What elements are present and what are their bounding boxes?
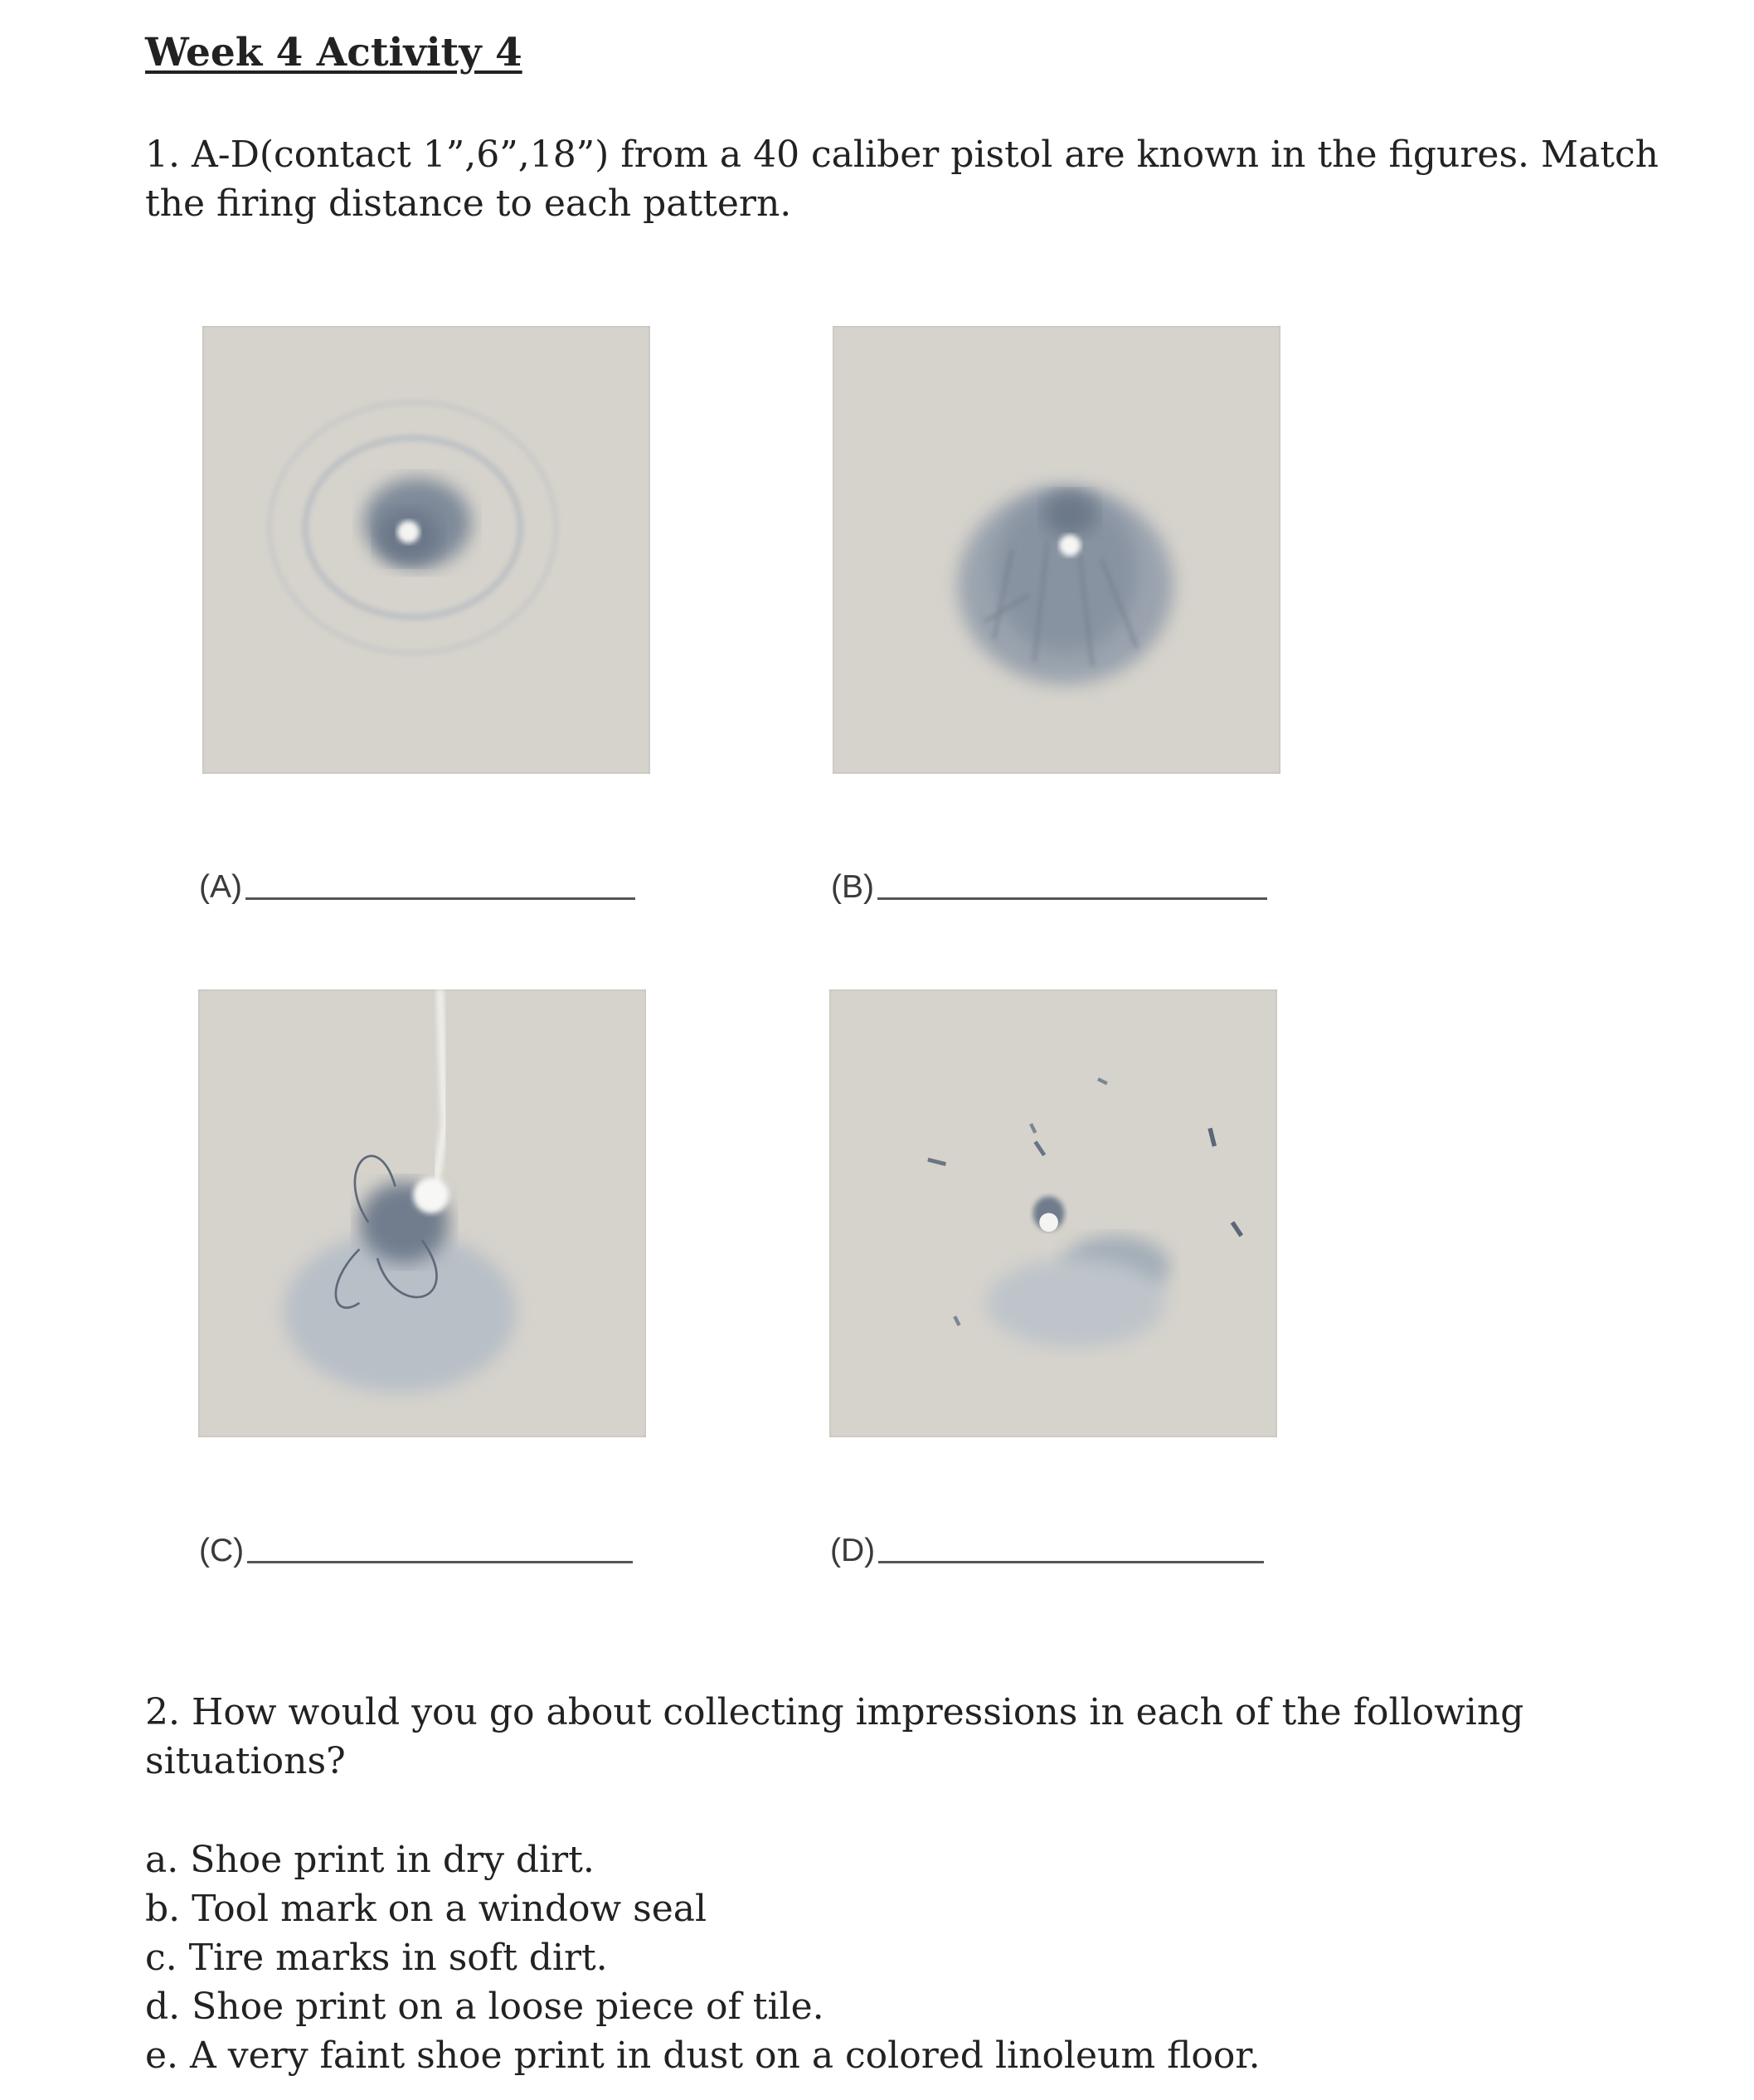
blank-line	[245, 897, 635, 900]
answer-line-d[interactable]	[830, 1533, 1264, 1569]
answer-line-b[interactable]	[831, 869, 1267, 906]
blank-line	[878, 1561, 1264, 1563]
figure-d-label: (D)	[830, 1533, 876, 1568]
list-item: b. Tool mark on a window seal	[145, 1888, 707, 1930]
figure-c-label: (C)	[199, 1533, 245, 1568]
answer-line-c[interactable]	[199, 1533, 633, 1569]
blank-line	[247, 1561, 633, 1563]
gunshot-pattern-b-image	[833, 326, 1280, 774]
situation-list	[145, 1835, 1261, 2080]
gunshot-pattern-a-image	[202, 326, 650, 774]
blank-line	[877, 897, 1267, 900]
figure-a-label: (A)	[199, 869, 242, 905]
figure-b-label: (B)	[831, 869, 874, 905]
gunshot-pattern-d-image	[829, 989, 1277, 1437]
question-1: 1. A-D(contact 1”,6”,18”) from a 40 caliber pistol are known in the figures. Match the firing distance to each pattern.	[145, 134, 1659, 225]
list-item: c. Tire marks in soft dirt.	[145, 1937, 608, 1979]
answer-line-a[interactable]	[199, 869, 635, 906]
list-item: a. Shoe print in dry dirt.	[145, 1839, 595, 1881]
page-title: Week 4 Activity 4	[145, 30, 522, 75]
question-2: 2. How would you go about collecting impressions in each of the following situations?	[145, 1691, 1524, 1782]
gunshot-pattern-c-image	[198, 989, 646, 1437]
list-item: d. Shoe print on a loose piece of tile.	[145, 1986, 824, 2028]
list-item: e. A very faint shoe print in dust on a colored linoleum floor.	[145, 2034, 1261, 2077]
